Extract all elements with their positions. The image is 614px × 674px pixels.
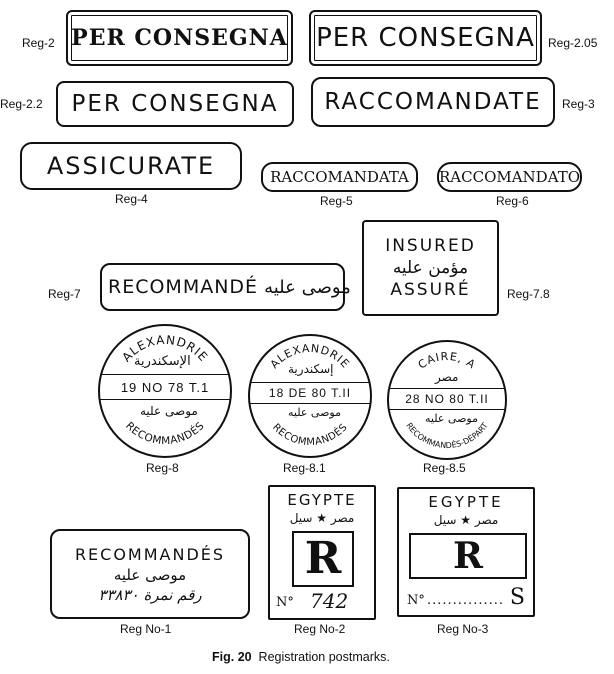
stamp-reg-no-2-box — [292, 531, 354, 587]
figure-caption-text: Registration postmarks. — [258, 650, 390, 664]
stamp-reg-2 — [66, 10, 293, 66]
circle-reg-8-5-date: 28 NO 80 T.II — [389, 388, 505, 410]
stamp-reg-2-05 — [309, 10, 542, 66]
label-reg-7: Reg-7 — [48, 287, 81, 301]
circle-reg-8-5-arabic-bottom: موصى عليه — [425, 412, 479, 425]
stamp-reg-3 — [311, 77, 555, 127]
label-reg-8: Reg-8 — [146, 461, 179, 475]
svg-text:RECOMMANDÉS — [270, 422, 350, 448]
circle-reg-8-1-top: ALEXANDRIE — [267, 341, 353, 372]
circle-reg-8-1-arabic-top: إسكندرية — [288, 362, 334, 376]
label-reg-3: Reg-3 — [562, 97, 595, 111]
stamp-reg-no-3-no: N° — [407, 593, 425, 608]
stamp-reg-4 — [20, 142, 242, 190]
svg-text:RECOMMANDÉS-DÉPART — [404, 421, 489, 450]
label-reg-2: Reg-2 — [22, 36, 55, 50]
circle-reg-8-date: 19 NO 78 T.1 — [100, 374, 230, 400]
label-reg-4: Reg-4 — [115, 192, 148, 206]
label-reg-7-8: Reg-7.8 — [507, 287, 550, 301]
stamp-reg-3-text: RACCOMANDATE — [324, 89, 542, 115]
label-reg-no-2: Reg No-2 — [294, 622, 346, 636]
stamp-reg-6-text: RACCOMANDATO — [438, 168, 581, 186]
stamp-reg-6 — [437, 162, 582, 192]
label-reg-no-1: Reg No-1 — [120, 622, 172, 636]
circle-reg-8-1-arabic-bottom: موصى عليه — [288, 406, 342, 419]
stamp-reg-no-2-arabic: مصر ★ سيل — [289, 511, 355, 525]
stamp-reg-no-2 — [268, 485, 376, 620]
circle-reg-8-1-bottom: RECOMMANDÉS — [270, 421, 350, 449]
stamp-reg-no-2-handwritten: 742 — [310, 589, 349, 613]
stamp-reg-no-1-arabic: موصى عليه — [113, 565, 187, 584]
circle-reg-8-bottom: RECOMMANDÉS — [123, 419, 207, 448]
stamp-reg-no-3 — [397, 487, 535, 617]
circle-reg-8-5-top: CAIRE, A — [415, 349, 479, 372]
label-reg-5: Reg-5 — [320, 194, 353, 208]
stamp-reg-7 — [100, 263, 351, 311]
stamp-reg-no-3-letter: R — [453, 535, 483, 577]
label-reg-2-2: Reg-2.2 — [0, 97, 43, 111]
stamp-reg-5-text: RACCOMANDATA — [270, 168, 409, 186]
stamp-reg-4-text: ASSICURATE — [46, 152, 216, 180]
svg-text:CAIRE, A — [416, 350, 479, 372]
circle-reg-8-5-bottom: RECOMMANDÉS-DÉPART — [404, 421, 490, 451]
label-reg-8-1: Reg-8.1 — [283, 461, 326, 475]
stamp-reg-7-8 — [362, 220, 499, 316]
stamp-reg-no-2-letter: R — [304, 533, 342, 584]
stamp-reg-no-1 — [50, 529, 250, 619]
label-reg-8-5: Reg-8.5 — [423, 461, 466, 475]
stamp-reg-no-3-arabic: مصر ★ سيل — [433, 513, 499, 527]
circle-reg-8-1 — [248, 334, 372, 458]
stamp-reg-no-2-top: EGYPTE — [287, 491, 357, 509]
label-reg-6: Reg-6 — [496, 194, 529, 208]
circle-reg-8-1-date: 18 DE 80 T.II — [250, 382, 370, 404]
stamp-reg-7-8-bottom: ASSURÉ — [390, 280, 471, 300]
stamp-reg-no-3-top: EGYPTE — [428, 493, 504, 511]
stamp-reg-7-8-arabic: مؤمن عليه — [392, 258, 469, 278]
circle-reg-8-arabic-bottom: موصى عليه — [140, 404, 198, 418]
stamp-reg-7-8-top: INSURED — [385, 236, 476, 256]
label-reg-2-05: Reg-2.05 — [548, 36, 598, 50]
stamp-reg-2-2-text: PER CONSEGNA — [71, 91, 279, 117]
label-reg-no-3: Reg No-3 — [437, 622, 489, 636]
stamp-reg-no-1-top: RECOMMANDÉS — [74, 544, 226, 564]
figure-number: Fig. 20 — [212, 650, 252, 664]
stamp-reg-7-arabic: موصى عليه — [264, 276, 351, 298]
stamp-reg-2-text: PER CONSEGNA — [71, 25, 288, 51]
stamp-reg-no-2-no: N° — [276, 595, 294, 610]
stamp-reg-2-05-text: PER CONSEGNA — [316, 23, 535, 53]
circle-reg-8-top: ALEXANDRIE — [119, 332, 211, 365]
circle-reg-8-arabic-top: الإسكندرية — [134, 354, 191, 369]
stamp-reg-no-3-dots: ............... — [427, 593, 504, 608]
svg-text:RECOMMANDÉS — [123, 420, 207, 447]
stamp-reg-5 — [261, 162, 418, 192]
stamp-reg-no-3-suffix: S — [509, 585, 525, 610]
stamp-reg-2-2 — [56, 81, 294, 127]
figure-caption — [212, 650, 390, 664]
stamp-reg-no-1-line: رقم نمرة ٣٣٨٣٠ — [98, 585, 202, 604]
circle-reg-8 — [98, 324, 232, 458]
circle-reg-8-5-arabic-top: مصر — [435, 370, 459, 384]
stamp-reg-7-text: RECOMMANDÉ — [108, 276, 259, 298]
stamp-reg-no-3-box — [409, 533, 527, 579]
circle-reg-8-5 — [387, 340, 507, 460]
